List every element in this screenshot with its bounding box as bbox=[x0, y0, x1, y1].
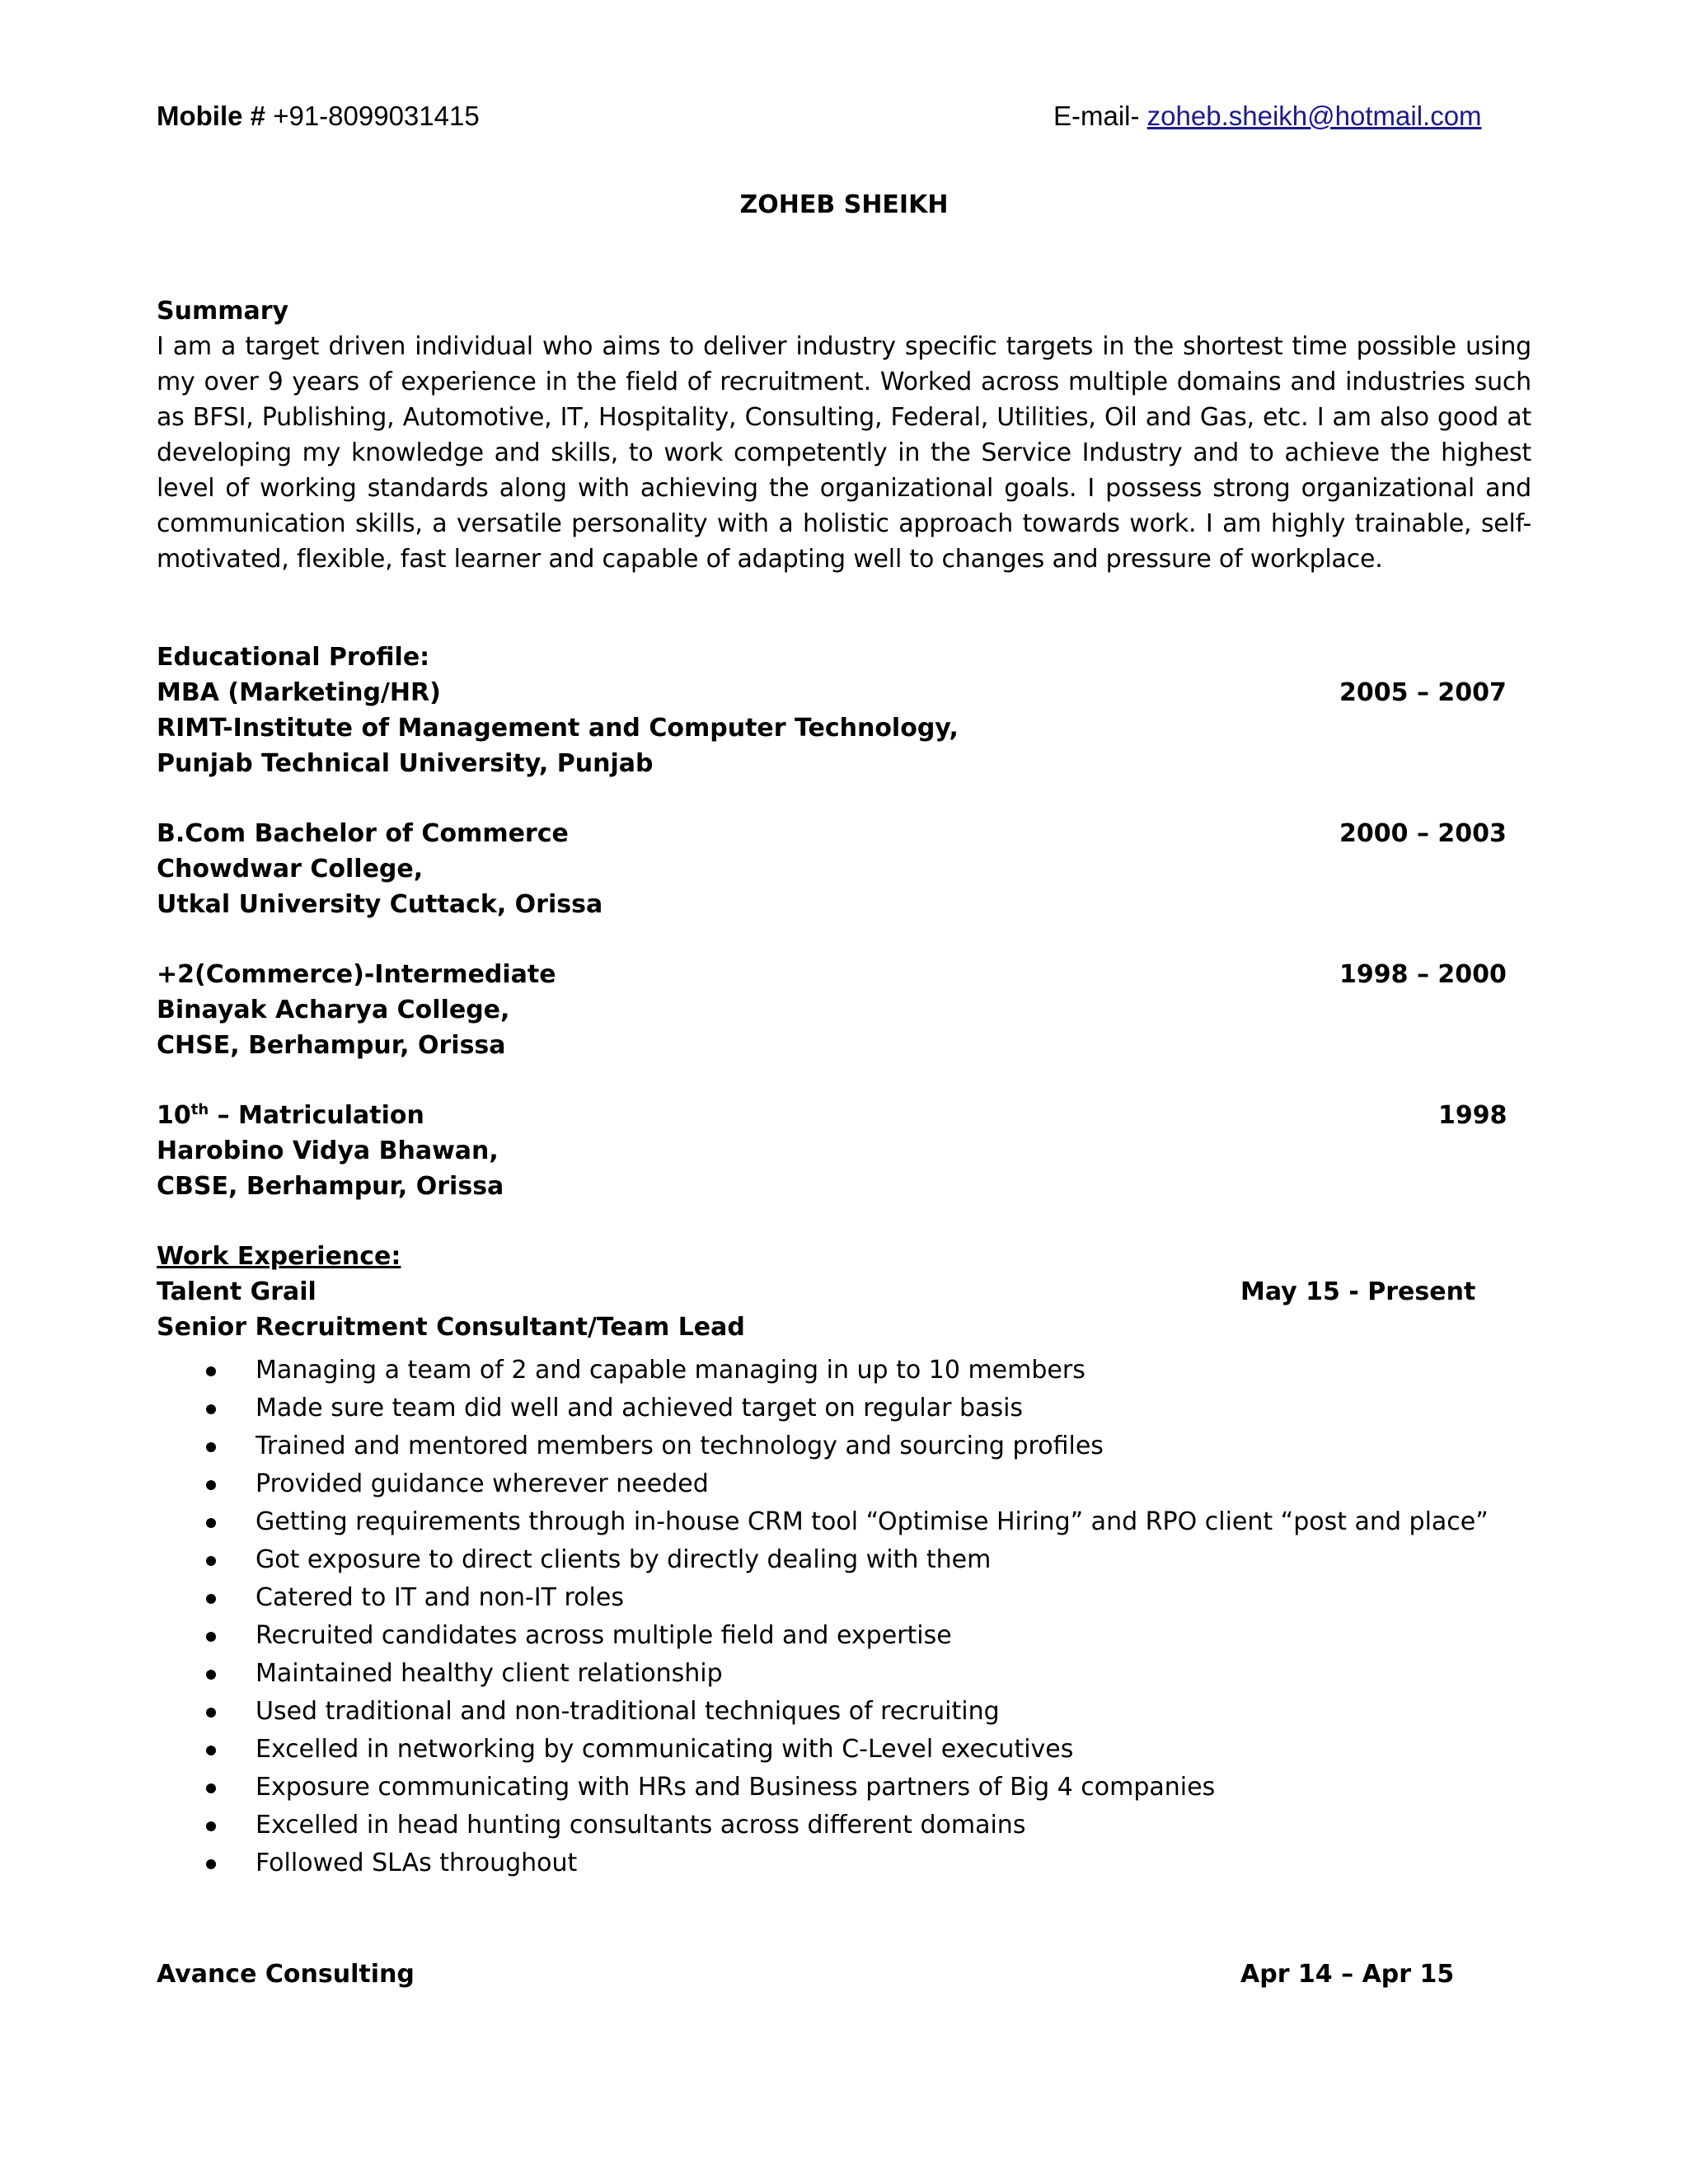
mobile-number: +91-8099031415 bbox=[273, 101, 480, 131]
candidate-name: ZOHEB SHEIKH bbox=[739, 190, 949, 219]
bullet-text: Got exposure to direct clients by directly dealing with them bbox=[256, 1545, 992, 1574]
list-item bbox=[157, 1693, 1525, 1731]
degree-ordinal: th bbox=[190, 1101, 209, 1118]
job-header bbox=[157, 1957, 1525, 1992]
degree-years: 2005 – 2007 bbox=[1339, 678, 1507, 707]
bullet-text: Excelled in head hunting consultants across different domains bbox=[256, 1811, 1026, 1840]
list-item bbox=[157, 1390, 1525, 1427]
list-item bbox=[157, 1655, 1525, 1693]
list-item bbox=[157, 1807, 1525, 1844]
degree-name: +2(Commerce)-Intermediate bbox=[157, 960, 556, 989]
job-header bbox=[157, 1274, 1525, 1310]
list-item bbox=[157, 1465, 1525, 1503]
education-university: CHSE, Berhampur, Orissa bbox=[157, 1031, 506, 1060]
bullet-icon bbox=[206, 1746, 216, 1755]
bullet-text: Maintained healthy client relationship bbox=[256, 1659, 723, 1688]
job-period: May 15 - Present bbox=[1240, 1277, 1476, 1306]
bullet-text: Exposure communicating with HRs and Business partners of Big 4 companies bbox=[256, 1773, 1216, 1802]
education-institution: RIMT-Institute of Management and Computer Technology, bbox=[157, 714, 959, 743]
degree-name: MBA (Marketing/HR) bbox=[157, 678, 441, 707]
bullet-icon bbox=[206, 1556, 216, 1566]
degree-years: 2000 – 2003 bbox=[1339, 819, 1507, 848]
degree-number: 10 bbox=[157, 1101, 191, 1130]
bullet-icon bbox=[206, 1518, 216, 1528]
job-period: Apr 14 – Apr 15 bbox=[1240, 1960, 1455, 1989]
bullet-icon bbox=[206, 1594, 216, 1604]
company-name: Talent Grail bbox=[157, 1277, 316, 1306]
list-item bbox=[157, 1769, 1525, 1807]
education-heading: Educational Profile: bbox=[157, 643, 430, 672]
bullet-text: Used traditional and non-traditional techniques of recruiting bbox=[256, 1697, 1000, 1726]
education-institution: Harobino Vidya Bhawan, bbox=[157, 1137, 499, 1165]
education-university: Utkal University Cuttack, Orissa bbox=[157, 890, 603, 919]
list-item bbox=[157, 1541, 1525, 1579]
contact-header bbox=[157, 96, 1492, 137]
email-contact bbox=[1053, 96, 1482, 137]
education-degree bbox=[157, 957, 1525, 992]
mobile-label: Mobile # bbox=[157, 101, 266, 131]
bullet-icon bbox=[206, 1404, 216, 1414]
bullet-icon bbox=[206, 1859, 216, 1869]
bullet-text: Catered to IT and non-IT roles bbox=[256, 1583, 624, 1612]
bullet-text: Recruited candidates across multiple field and expertise bbox=[256, 1621, 952, 1650]
bullet-icon bbox=[206, 1821, 216, 1831]
bullet-icon bbox=[206, 1670, 216, 1680]
bullet-icon bbox=[206, 1366, 216, 1376]
list-item bbox=[157, 1352, 1525, 1390]
mobile-contact bbox=[157, 96, 480, 137]
email-link[interactable]: zoheb.sheikh@hotmail.com bbox=[1146, 101, 1482, 131]
work-heading: Work Experience: bbox=[157, 1242, 401, 1271]
list-item bbox=[157, 1427, 1525, 1465]
bullet-icon bbox=[206, 1632, 216, 1642]
degree-title: – Matriculation bbox=[209, 1101, 424, 1130]
education-degree bbox=[157, 675, 1525, 710]
bullet-icon bbox=[206, 1442, 216, 1452]
list-item bbox=[157, 1731, 1525, 1769]
list-item bbox=[157, 1617, 1525, 1655]
company-name: Avance Consulting bbox=[157, 1960, 415, 1989]
education-institution: Chowdwar College, bbox=[157, 855, 424, 883]
education-university: CBSE, Berhampur, Orissa bbox=[157, 1172, 504, 1201]
job-responsibilities bbox=[157, 1352, 1525, 1882]
degree-name: B.Com Bachelor of Commerce bbox=[157, 819, 569, 848]
list-item bbox=[157, 1503, 1525, 1541]
summary-text: I am a target driven individual who aims to deliver industry specific targets in the shortest time possible using my over 9 years of experience in the field of recruitment. Worked across multiple domains and industries such as BFSI, Publishing, Automotive, IT, Hospitality, Consulting, Federal, Utilities, Oil and Gas, etc. I am also good at developing my knowledge and skills, to work competently in the Service Industry and to achieve the highest level of working standards along with achieving the organizational goals. I possess strong organizational and communication skills, a versatile personality with a holistic approach towards work. I am highly trainable, self-motivated, flexible, fast learner and capable of adapting well to changes and pressure of workplace. bbox=[157, 332, 1531, 574]
email-label: E-mail- bbox=[1053, 101, 1140, 131]
bullet-text: Trained and mentored members on technology and sourcing profiles bbox=[256, 1432, 1104, 1460]
bullet-icon bbox=[206, 1480, 216, 1490]
job-title: Senior Recruitment Consultant/Team Lead bbox=[157, 1313, 745, 1342]
list-item bbox=[157, 1844, 1525, 1882]
education-degree bbox=[157, 816, 1525, 851]
summary-heading: Summary bbox=[157, 297, 289, 326]
degree-years: 1998 – 2000 bbox=[1339, 960, 1507, 989]
bullet-text: Getting requirements through in-house CRM tool “Optimise Hiring” and RPO client “post and place” bbox=[256, 1507, 1489, 1536]
bullet-text: Followed SLAs throughout bbox=[256, 1849, 578, 1877]
list-item bbox=[157, 1579, 1525, 1617]
degree-name bbox=[157, 1101, 424, 1130]
education-degree bbox=[157, 1098, 1525, 1133]
bullet-text: Provided guidance wherever needed bbox=[256, 1469, 709, 1498]
education-university: Punjab Technical University, Punjab bbox=[157, 749, 654, 778]
bullet-icon bbox=[206, 1783, 216, 1793]
bullet-icon bbox=[206, 1708, 216, 1718]
degree-years: 1998 bbox=[1438, 1101, 1507, 1130]
education-institution: Binayak Acharya College, bbox=[157, 996, 510, 1024]
bullet-text: Made sure team did well and achieved target on regular basis bbox=[256, 1394, 1024, 1422]
bullet-text: Excelled in networking by communicating with C-Level executives bbox=[256, 1735, 1074, 1764]
bullet-text: Managing a team of 2 and capable managing in up to 10 members bbox=[256, 1356, 1085, 1385]
